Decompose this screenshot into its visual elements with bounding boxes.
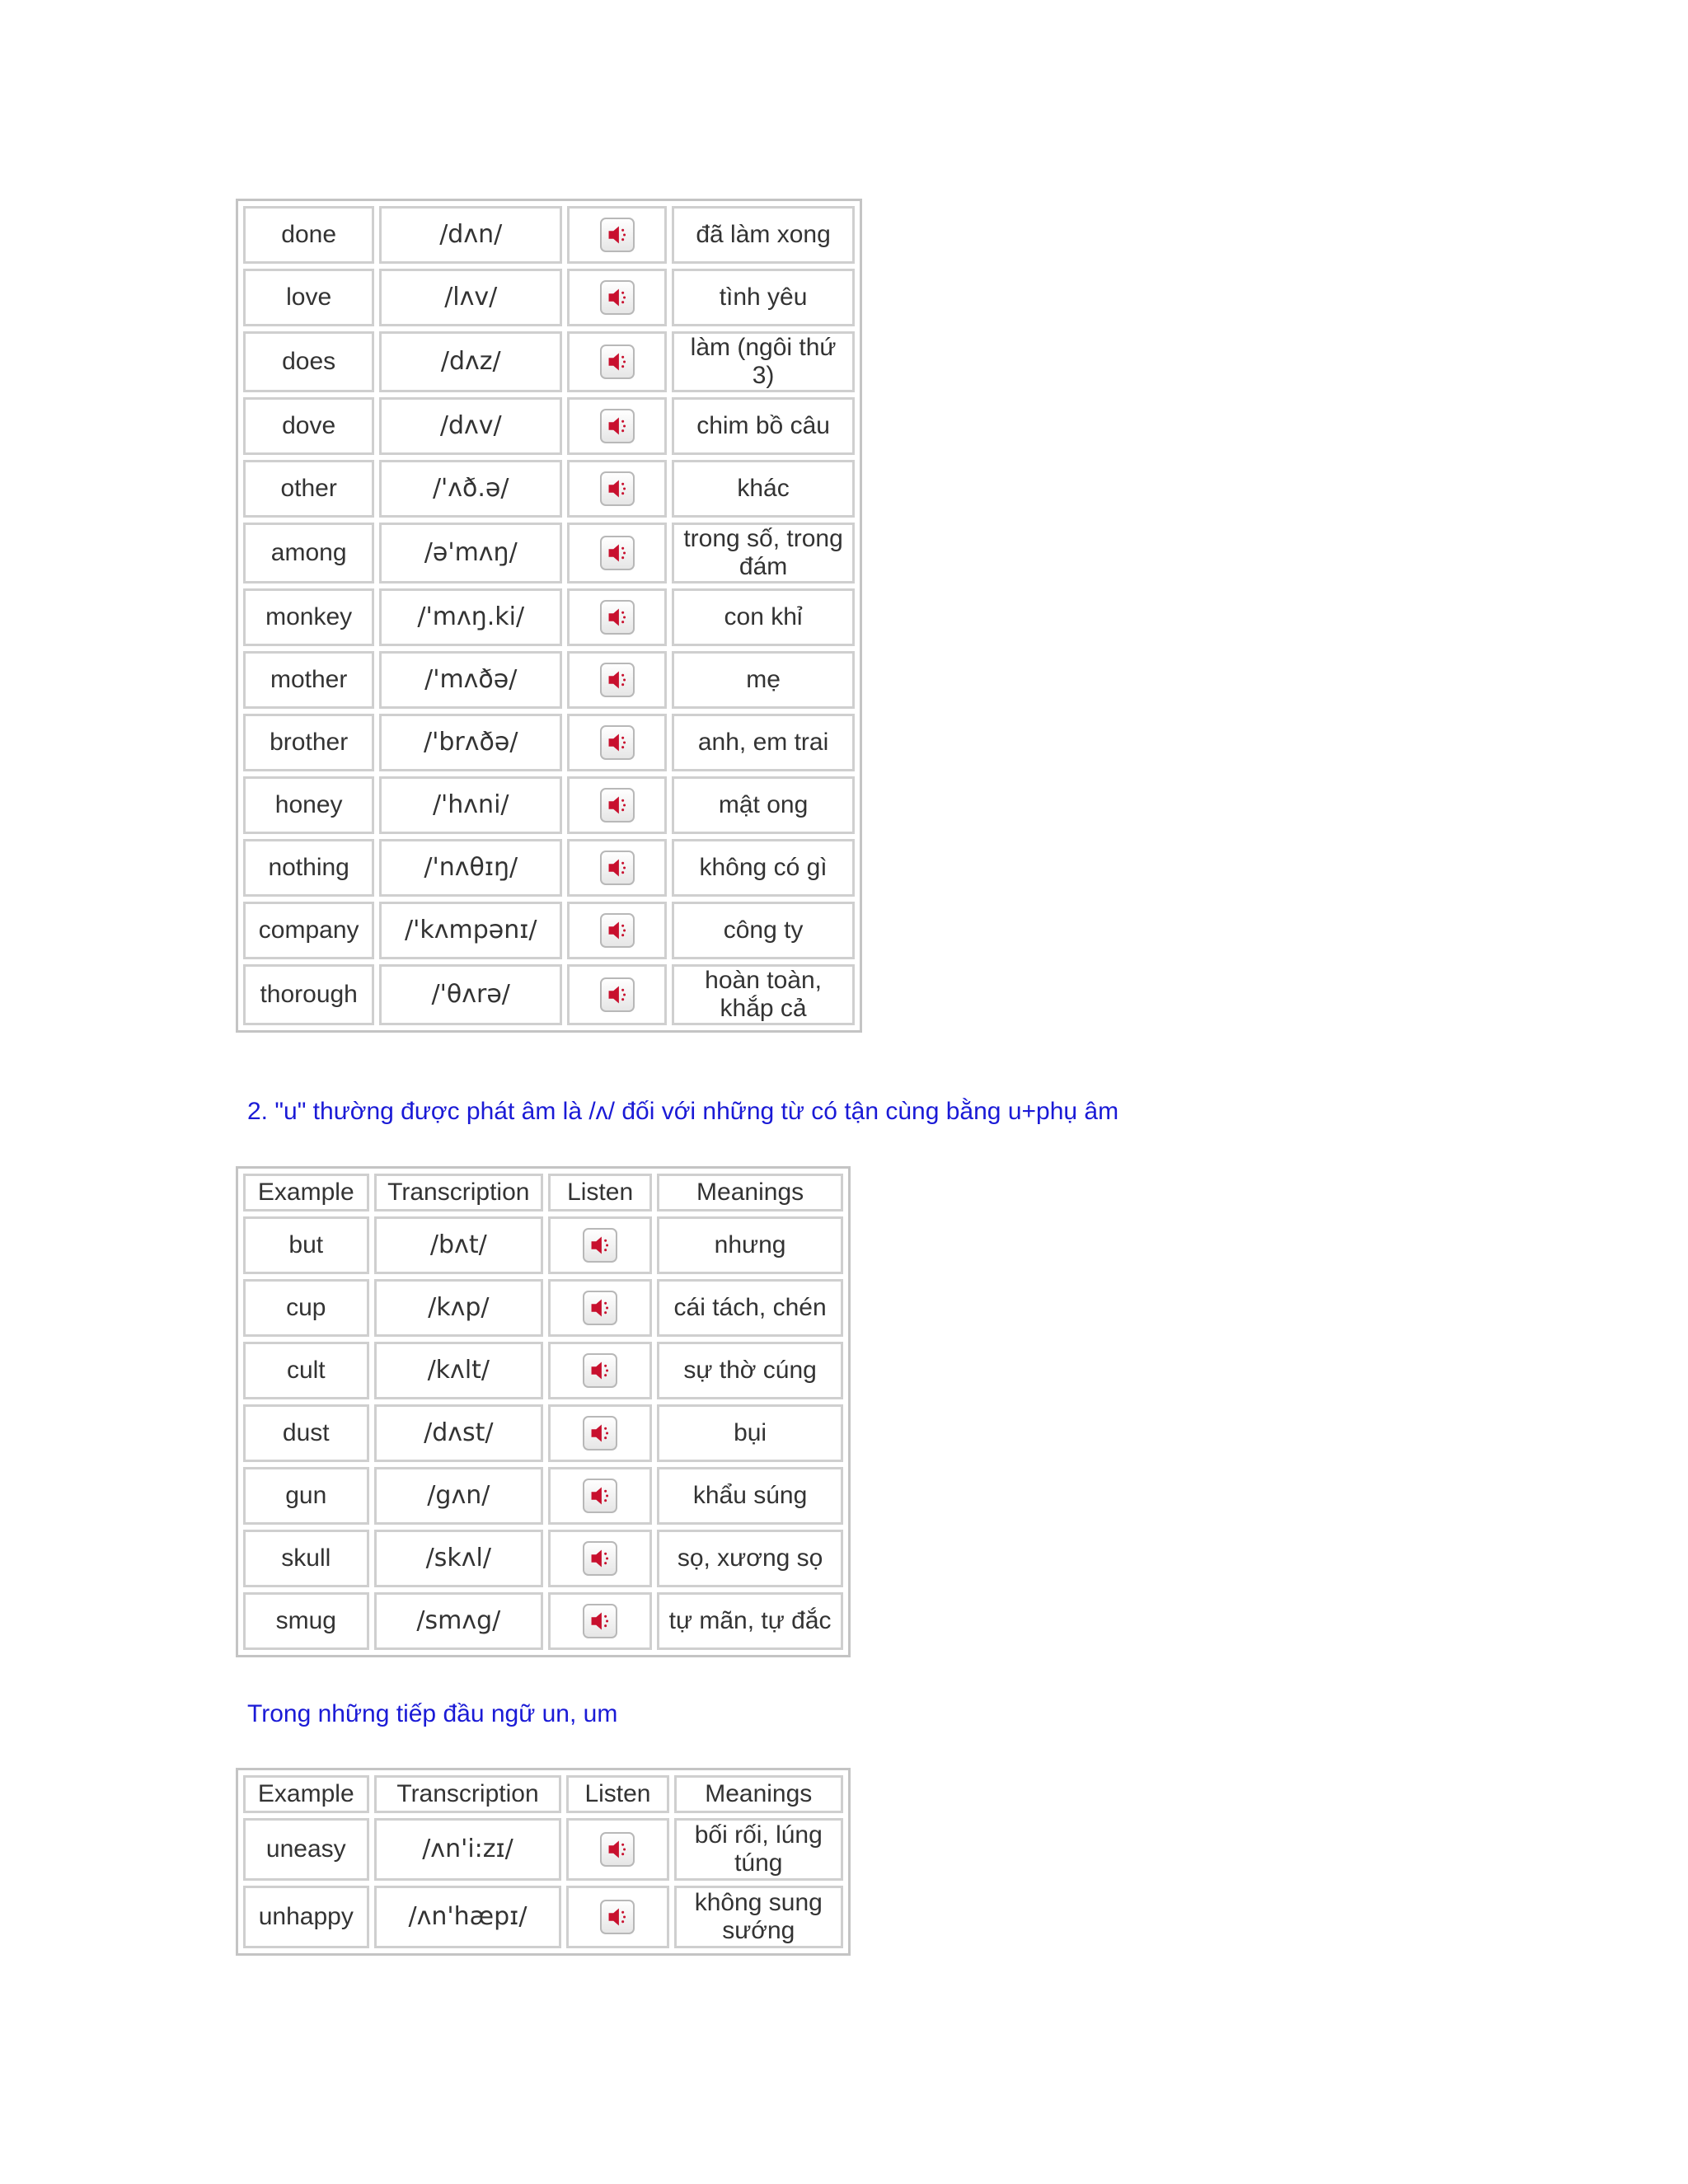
- word-cell: monkey: [243, 588, 374, 646]
- speaker-volume-icon[interactable]: [600, 1832, 635, 1867]
- table-row: [243, 1404, 843, 1462]
- transcription-cell: /dʌz/: [379, 331, 562, 392]
- listen-cell: [548, 1279, 652, 1337]
- transcription-cell: /smʌg/: [374, 1592, 543, 1650]
- word-cell: mother: [243, 651, 374, 709]
- transcription-cell: /'θʌrə/: [379, 964, 562, 1025]
- listen-cell: [567, 651, 667, 709]
- word-cell: but: [243, 1216, 369, 1274]
- speaker-volume-icon[interactable]: [583, 1416, 617, 1451]
- header-listen: Listen: [548, 1174, 652, 1212]
- header-example: Example: [243, 1174, 369, 1212]
- table-row: [243, 1467, 843, 1525]
- speaker-volume-icon[interactable]: [600, 913, 635, 948]
- transcription-cell: /dʌv/: [379, 397, 562, 455]
- speaker-volume-icon[interactable]: [600, 1900, 635, 1934]
- header-example: Example: [243, 1775, 369, 1813]
- listen-cell: [567, 331, 667, 392]
- listen-cell: [567, 964, 667, 1025]
- meaning-cell: không có gì: [672, 839, 855, 897]
- listen-cell: [548, 1592, 652, 1650]
- header-transcription: Transcription: [374, 1775, 562, 1813]
- meaning-cell: khác: [672, 460, 855, 518]
- transcription-cell: /'nʌθɪŋ/: [379, 839, 562, 897]
- table-row: [243, 714, 855, 771]
- transcription-cell: /'kʌmpənɪ/: [379, 902, 562, 959]
- word-cell: cult: [243, 1342, 369, 1399]
- table-row: [243, 1342, 843, 1399]
- listen-cell: [567, 714, 667, 771]
- transcription-cell: /'brʌðə/: [379, 714, 562, 771]
- speaker-volume-icon[interactable]: [600, 471, 635, 506]
- meaning-cell: đã làm xong: [672, 206, 855, 264]
- listen-cell: [567, 588, 667, 646]
- transcription-cell: /bʌt/: [374, 1216, 543, 1274]
- speaker-volume-icon[interactable]: [600, 725, 635, 760]
- word-cell: skull: [243, 1530, 369, 1587]
- word-cell: smug: [243, 1592, 369, 1650]
- word-cell: cup: [243, 1279, 369, 1337]
- speaker-volume-icon[interactable]: [583, 1541, 617, 1576]
- listen-cell: [548, 1530, 652, 1587]
- word-cell: uneasy: [243, 1818, 369, 1881]
- word-cell: gun: [243, 1467, 369, 1525]
- speaker-volume-icon[interactable]: [600, 536, 635, 570]
- listen-cell: [548, 1467, 652, 1525]
- word-cell: other: [243, 460, 374, 518]
- meaning-cell: anh, em trai: [672, 714, 855, 771]
- meaning-cell: cái tách, chén: [657, 1279, 843, 1337]
- meaning-cell: bụi: [657, 1404, 843, 1462]
- transcription-cell: /dʌst/: [374, 1404, 543, 1462]
- table-row: [243, 1818, 843, 1881]
- table-row: [243, 1279, 843, 1337]
- speaker-volume-icon[interactable]: [583, 1479, 617, 1513]
- speaker-volume-icon[interactable]: [600, 663, 635, 697]
- transcription-cell: /ʌn'hæpɪ/: [374, 1886, 562, 1948]
- table-row: [243, 1592, 843, 1650]
- meaning-cell: công ty: [672, 902, 855, 959]
- transcription-cell: /kʌp/: [374, 1279, 543, 1337]
- word-cell: dust: [243, 1404, 369, 1462]
- transcription-cell: /'ʌð.ə/: [379, 460, 562, 518]
- table-row: [243, 269, 855, 326]
- listen-cell: [567, 206, 667, 264]
- table-header-row: [243, 1174, 843, 1212]
- word-cell: unhappy: [243, 1886, 369, 1948]
- transcription-cell: /gʌn/: [374, 1467, 543, 1525]
- meaning-cell: hoàn toàn, khắp cả: [672, 964, 855, 1025]
- speaker-volume-icon[interactable]: [583, 1604, 617, 1638]
- listen-cell: [548, 1216, 652, 1274]
- speaker-volume-icon[interactable]: [600, 218, 635, 252]
- listen-cell: [567, 523, 667, 583]
- word-cell: company: [243, 902, 374, 959]
- vocab-table-2: [236, 1166, 851, 1657]
- listen-cell: [567, 269, 667, 326]
- meaning-cell: mẹ: [672, 651, 855, 709]
- table-row: [243, 397, 855, 455]
- listen-cell: [548, 1342, 652, 1399]
- meaning-cell: khẩu súng: [657, 1467, 843, 1525]
- header-meanings: Meanings: [657, 1174, 843, 1212]
- section-2-caption: 2. "u" thường được phát âm là /ʌ/ đối với những từ có tận cùng bằng u+phụ âm: [247, 1098, 1119, 1125]
- transcription-cell: /ə'mʌŋ/: [379, 523, 562, 583]
- listen-cell: [567, 902, 667, 959]
- table-row: [243, 1886, 843, 1948]
- table-row: [243, 1530, 843, 1587]
- section-3-caption: Trong những tiếp đầu ngữ un, um: [247, 1700, 618, 1727]
- speaker-volume-icon[interactable]: [600, 280, 635, 315]
- header-listen: Listen: [566, 1775, 668, 1813]
- table-row: [243, 839, 855, 897]
- table-row: [243, 331, 855, 392]
- meaning-cell: con khỉ: [672, 588, 855, 646]
- speaker-volume-icon[interactable]: [600, 344, 635, 379]
- table-row: [243, 206, 855, 264]
- meaning-cell: mật ong: [672, 776, 855, 834]
- listen-cell: [567, 839, 667, 897]
- listen-cell: [566, 1886, 668, 1948]
- transcription-cell: /ʌn'i:zɪ/: [374, 1818, 562, 1881]
- word-cell: among: [243, 523, 374, 583]
- meaning-cell: chim bồ câu: [672, 397, 855, 455]
- table-row: [243, 1216, 843, 1274]
- table-row: [243, 964, 855, 1025]
- meaning-cell: làm (ngôi thứ 3): [672, 331, 855, 392]
- word-cell: done: [243, 206, 374, 264]
- word-cell: brother: [243, 714, 374, 771]
- word-cell: dove: [243, 397, 374, 455]
- word-cell: nothing: [243, 839, 374, 897]
- table-row: [243, 460, 855, 518]
- transcription-cell: /skʌl/: [374, 1530, 543, 1587]
- speaker-volume-icon[interactable]: [583, 1353, 617, 1388]
- word-cell: honey: [243, 776, 374, 834]
- meaning-cell: sự thờ cúng: [657, 1342, 843, 1399]
- meaning-cell: tự mãn, tự đắc: [657, 1592, 843, 1650]
- speaker-volume-icon[interactable]: [600, 851, 635, 885]
- meaning-cell: nhưng: [657, 1216, 843, 1274]
- word-cell: thorough: [243, 964, 374, 1025]
- speaker-volume-icon[interactable]: [600, 600, 635, 635]
- transcription-cell: /lʌv/: [379, 269, 562, 326]
- table-row: [243, 588, 855, 646]
- transcription-cell: /'mʌðə/: [379, 651, 562, 709]
- listen-cell: [567, 397, 667, 455]
- table-row: [243, 523, 855, 583]
- header-meanings: Meanings: [674, 1775, 843, 1813]
- table-row: [243, 776, 855, 834]
- speaker-volume-icon[interactable]: [600, 977, 635, 1012]
- header-transcription: Transcription: [374, 1174, 543, 1212]
- transcription-cell: /'hʌni/: [379, 776, 562, 834]
- listen-cell: [548, 1404, 652, 1462]
- speaker-volume-icon[interactable]: [600, 788, 635, 823]
- meaning-cell: bối rối, lúng túng: [674, 1818, 843, 1881]
- transcription-cell: /kʌlt/: [374, 1342, 543, 1399]
- table-row: [243, 902, 855, 959]
- listen-cell: [566, 1818, 668, 1881]
- word-cell: does: [243, 331, 374, 392]
- meaning-cell: trong số, trong đám: [672, 523, 855, 583]
- speaker-volume-icon[interactable]: [583, 1228, 617, 1263]
- vocab-table-1: [236, 199, 862, 1033]
- transcription-cell: /dʌn/: [379, 206, 562, 264]
- table-row: [243, 651, 855, 709]
- listen-cell: [567, 776, 667, 834]
- meaning-cell: tình yêu: [672, 269, 855, 326]
- word-cell: love: [243, 269, 374, 326]
- transcription-cell: /'mʌŋ.ki/: [379, 588, 562, 646]
- table-header-row: [243, 1775, 843, 1813]
- meaning-cell: sọ, xương sọ: [657, 1530, 843, 1587]
- speaker-volume-icon[interactable]: [600, 409, 635, 443]
- listen-cell: [567, 460, 667, 518]
- vocab-table-3: [236, 1768, 851, 1956]
- meaning-cell: không sung sướng: [674, 1886, 843, 1948]
- speaker-volume-icon[interactable]: [583, 1291, 617, 1325]
